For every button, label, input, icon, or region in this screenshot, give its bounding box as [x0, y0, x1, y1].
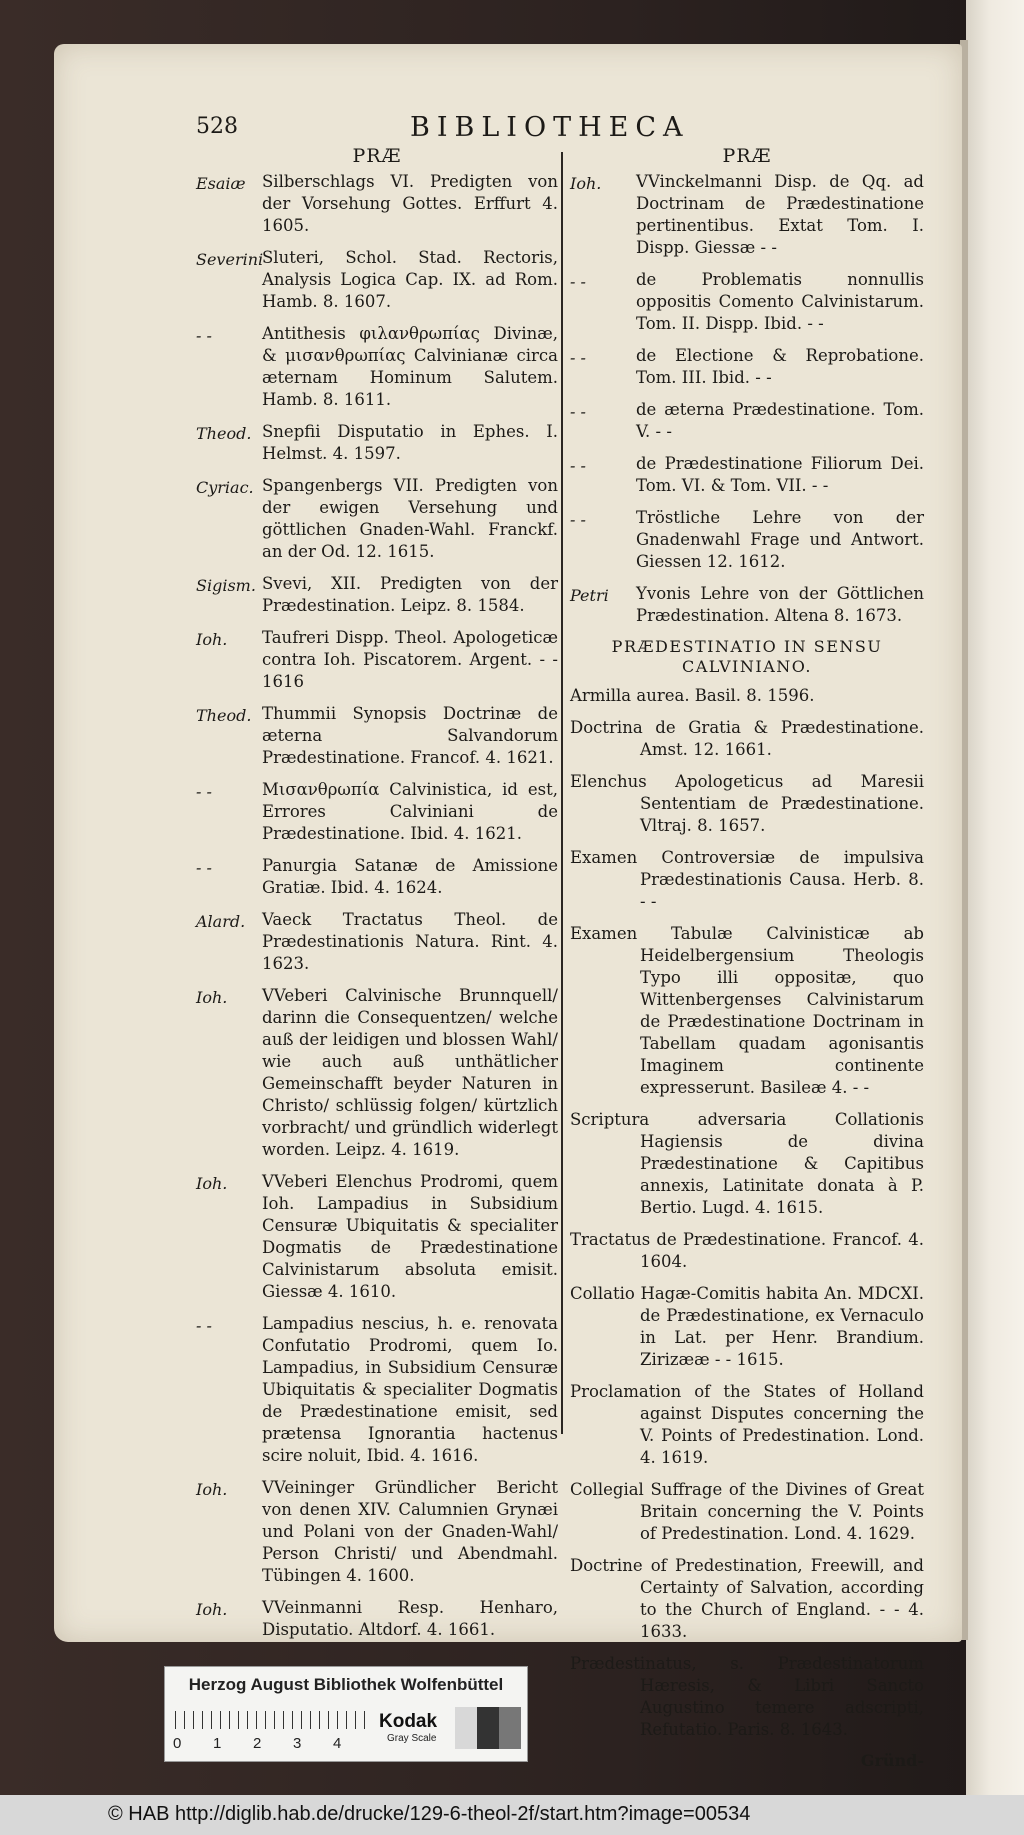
catalog-entry	[196, 421, 558, 465]
catalog-entry: Prædestinatus, s. Prædestinatorum Hæresis, & Libri Sancto Augustino temere adscripti, Refutatio. Paris. 8. 1643.	[570, 1654, 924, 1739]
entry-text: Sluteri, Schol. Stad. Rectoris, Analysis Logica Cap. IX. ad Rom. Hamb. 8. 1607.	[262, 248, 558, 311]
entry-text: Yvonis Lehre von der Göttlichen Prædestination. Altena 8. 1673.	[636, 584, 924, 625]
entry-text: Svevi, XII. Predigten von der Prædestination. Leipz. 8. 1584.	[262, 574, 558, 615]
catalog-entry	[570, 269, 924, 335]
catalog-entry	[196, 627, 558, 693]
section-heading: PRÆDESTINATIO IN SENSU CALVINIANO.	[611, 637, 883, 676]
entry-text: Taufreri Dispp. Theol. Apologeticæ contra Ioh. Piscatorem. Argent. - - 1616	[262, 628, 558, 691]
entry-author: Alard.	[196, 912, 246, 931]
catalog-entry: Collatio Hagæ-Comitis habita An. MDCXI. de Prædestinatione, ex Vernaculo in Lat. per Henr. Brandium. Zirizææ - - 1615.	[570, 1284, 924, 1369]
entry-author: Esaiæ	[196, 174, 246, 193]
entry-text: Tröstliche Lehre von der Gnadenwahl Frage und Antwort. Giessen 12. 1612.	[636, 508, 924, 571]
entry-author: - -	[196, 1316, 212, 1335]
entry-text: de Electione & Reprobatione. Tom. III. Ibid. - -	[636, 346, 924, 387]
entry-text: Panurgia Satanæ de Amissione Gratiæ. Ibid. 4. 1624.	[262, 856, 558, 897]
entry-author: Theod.	[196, 424, 252, 443]
entry-author: Cyriac.	[196, 478, 254, 497]
page-number: 528	[196, 114, 238, 139]
entry-author: Ioh.	[570, 174, 602, 193]
entry-author: - -	[196, 782, 212, 801]
ruler-scale	[175, 1711, 371, 1729]
catalog-entry: Doctrine of Predestination, Freewill, and Certainty of Salvation, according to the Church of England. - - 4. 1633.	[570, 1556, 924, 1641]
catalog-entry	[196, 1171, 558, 1303]
entry-text: de Prædestinatione Filiorum Dei. Tom. VI. & Tom. VII. - -	[636, 454, 924, 495]
ruler-tick: 0	[173, 1735, 182, 1752]
entry-text: VVeininger Gründlicher Bericht von denen XIV. Calumnien Grynæi und Polani von der Gnaden-Wahl/ Person Christi/ und Abendmahl. Tübingen 4. 1600.	[262, 1478, 558, 1585]
gray-swatch	[477, 1707, 499, 1749]
library-label: Herzog August Bibliothek Wolfenbüttel	[188, 1675, 504, 1694]
catalog-entry	[570, 345, 924, 389]
catalog-entry	[570, 583, 924, 627]
entry-author: - -	[570, 456, 586, 475]
entry-author: - -	[570, 510, 586, 529]
entry-text: Thummii Synopsis Doctrinæ de æterna Salvandorum Prædestinatione. Francof. 4. 1621.	[262, 704, 558, 767]
catalog-entry	[570, 507, 924, 573]
catalog-entry: Examen Controversiæ de impulsiva Prædestinationis Causa. Herb. 8. - -	[570, 848, 924, 911]
catalog-entry	[196, 171, 558, 237]
entry-text: VVinckelmanni Disp. de Qq. ad Doctrinam de Prædestinatione pertinentibus. Extat Tom. I. Dispp. Giessæ - -	[636, 172, 924, 257]
entry-author: Ioh.	[196, 988, 228, 1007]
entry-text: de æterna Prædestinatione. Tom. V. - -	[636, 400, 924, 441]
catalog-entry	[196, 475, 558, 563]
plain-entry-list	[570, 685, 924, 1741]
entry-author: - -	[570, 402, 586, 421]
gray-swatch	[499, 1707, 521, 1749]
ruler-tick: 4	[333, 1735, 342, 1752]
entry-author: - -	[196, 326, 212, 345]
entry-text: VVeinmanni Resp. Henharo, Disputatio. Altdorf. 4. 1661.	[262, 1598, 558, 1639]
left-entry-list	[196, 171, 558, 1641]
catalog-entry	[570, 171, 924, 259]
catalog-entry	[196, 985, 558, 1161]
catalog-entry	[196, 779, 558, 845]
entry-text: VVeberi Elenchus Prodromi, quem Ioh. Lampadius in Subsidium Censuræ Ubiquitatis & specialiter Dogmatis de Prædestinatione Calvinistarum absoluta emisit. Giessæ 4. 1610.	[262, 1172, 558, 1301]
column-heading: PRÆ	[722, 145, 772, 167]
catalog-entry: Doctrina de Gratia & Prædestinatione. Amst. 12. 1661.	[570, 718, 924, 759]
catalog-entry	[196, 247, 558, 313]
entry-author: Ioh.	[196, 1600, 228, 1619]
catalog-entry	[570, 399, 924, 443]
entry-text: Antithesis φιλανθρωπίας Divinæ, & μισανθρωπίας Calvinianæ circa æternam Hominum Salutem. Hamb. 8. 1611.	[262, 324, 558, 409]
catalog-entry	[196, 573, 558, 617]
running-title: BIBLIOTHECA	[410, 112, 690, 143]
catalog-entry	[196, 323, 558, 411]
ruler-tick: 2	[253, 1735, 262, 1752]
entry-author: - -	[570, 348, 586, 367]
entry-author: Sigism.	[196, 576, 256, 595]
ruler-tick: 1	[213, 1735, 222, 1752]
catalog-entry	[196, 1597, 558, 1641]
catalog-entry	[196, 909, 558, 975]
entry-text: Snepfii Disputatio in Ephes. I. Helmst. 4. 1597.	[262, 422, 558, 463]
catalog-entry: Elenchus Apologeticus ad Maresii Sententiam de Prædestinatione. Vltraj. 8. 1657.	[570, 772, 924, 835]
catalog-entry: Scriptura adversaria Collationis Hagiensis de divina Prædestinatione & Capitibus annexis, Latinitate donata à P. Bertio. Lugd. 4. 1615.	[570, 1110, 924, 1217]
catalog-entry: Armilla aurea. Basil. 8. 1596.	[570, 686, 815, 705]
entry-text: Vaeck Tractatus Theol. de Prædestinationis Natura. Rint. 4. 1623.	[262, 910, 558, 973]
catalog-entry	[570, 453, 924, 497]
entry-author: Severini	[196, 250, 264, 269]
column-rule	[561, 152, 563, 1434]
footer-bar	[0, 1795, 1024, 1835]
entry-text: VVeberi Calvinische Brunnquell/ darinn die Consequentzen/ welche auß der leidigen und blossen Wahl/ wie auch auß unthätlicher Gemeinschafft beyder Naturen in Christo/ schlüssig folgen/ kürtzlich vorbracht/ und gründlich widerlegt worden. Leipz. 4. 1619.	[262, 986, 558, 1159]
entry-author: Theod.	[196, 706, 252, 725]
footer-link[interactable]: © HAB http://diglib.hab.de/drucke/129-6-theol-2f/start.htm?image=00534	[108, 1803, 751, 1825]
ruler-ticks	[173, 1735, 373, 1752]
entry-author: Ioh.	[196, 630, 228, 649]
adjacent-page-edge	[966, 0, 1024, 1795]
catalog-entry: Collegial Suffrage of the Divines of Great Britain concerning the V. Points of Predestination. Lond. 4. 1629.	[570, 1480, 924, 1543]
entry-author: Petri	[570, 586, 609, 605]
catalog-entry: Examen Tabulæ Calvinisticæ ab Heidelbergensium Theologis Typo illi oppositæ, quo Wittenbergenses Calvinistarum de Prædestinatione Doctrinam in Tabellam quadam agonisantis Imaginem continente expresserunt. Basileæ 4. - -	[570, 924, 924, 1097]
catalog-entry	[196, 1313, 558, 1467]
entry-text: Μισανθρωπία Calvinistica, id est, Errores Calviniani de Prædestinatione. Ibid. 4. 1621.	[262, 780, 558, 843]
kodak-logo: Kodak	[379, 1711, 438, 1732]
right-entry-list	[570, 171, 924, 627]
entry-author: - -	[570, 272, 586, 291]
catalog-entry: Tractatus de Prædestinatione. Francof. 4. 1604.	[570, 1230, 924, 1271]
color-calibration-target	[164, 1666, 528, 1762]
catchword: Gründ-	[860, 1751, 924, 1770]
catalog-entry	[196, 703, 558, 769]
catalog-entry	[196, 855, 558, 899]
left-column	[196, 145, 558, 1651]
entry-text: Spangenbergs VII. Predigten von der ewigen Versehung und göttlichen Gnaden-Wahl. Franckf. an der Od. 12. 1615.	[262, 476, 558, 561]
ruler-tick: 3	[293, 1735, 302, 1752]
entry-author: Ioh.	[196, 1480, 228, 1499]
gray-scale-label: Gray Scale	[387, 1733, 437, 1744]
entry-author: Ioh.	[196, 1174, 228, 1193]
right-column	[570, 145, 924, 1770]
gray-swatch	[455, 1707, 477, 1749]
entry-text: Silberschlags VI. Predigten von der Vorsehung Gottes. Erffurt 4. 1605.	[262, 172, 558, 235]
catalog-entry	[196, 1477, 558, 1587]
entry-author: - -	[196, 858, 212, 877]
catalog-entry: Proclamation of the States of Holland against Disputes concerning the V. Points of Predestination. Lond. 4. 1619.	[570, 1382, 924, 1467]
entry-text: de Problematis nonnullis oppositis Comento Calvinistarum. Tom. II. Dispp. Ibid. - -	[636, 270, 924, 333]
entry-text: Lampadius nescius, h. e. renovata Confutatio Prodromi, quem Io. Lampadius, in Subsidium Censuræ Ubiquitatis & specialiter Dogmatis de Prædestinatione emisit, sed prætensa Ignorantia hactenus scire noluit, Ibid. 4. 1616.	[262, 1314, 558, 1465]
column-heading: PRÆ	[352, 145, 402, 167]
